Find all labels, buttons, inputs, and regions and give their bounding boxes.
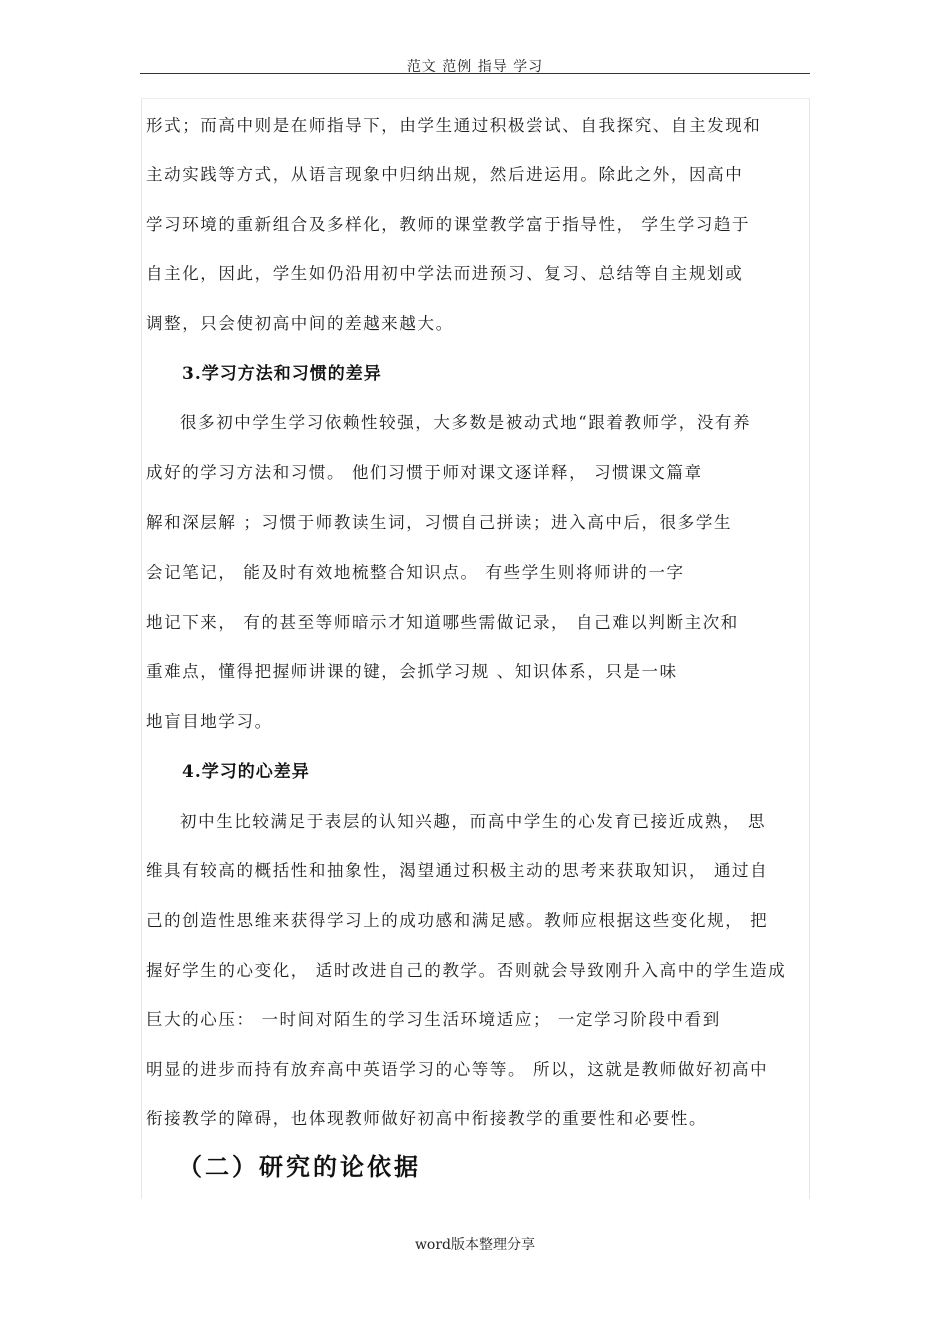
body-line: 地盲目地学习。 — [146, 712, 273, 731]
body-line: 成好的学习方法和习惯。 他们习惯于师对课文逐详释， 习惯课文篇章 — [146, 463, 703, 482]
body-line: 主动实践等方式，从语言现象中归纳出规，然后进运用。除此之外，因高中 — [146, 165, 744, 184]
body-line: 握好学生的心变化， 适时改进自己的教学。否则就会导致刚升入高中的学生造成 — [146, 961, 787, 980]
section-heading: （二）研究的论依据 — [178, 1152, 421, 1181]
body-line: 初中生比较满足于表层的认知兴趣，而高中学生的心发育已接近成熟， 思 — [180, 812, 767, 831]
body-line: 解和深层解 ；习惯于师教读生词，习惯自己拼读；进入高中后，很多学生 — [146, 513, 733, 532]
body-line: 形式；而高中则是在师指导下，由学生通过积极尝试、自我探究、自主发现和 — [146, 116, 762, 135]
subheading-learning-methods: 3.学习方法和习惯的差异 — [182, 364, 382, 384]
body-line: 地记下来， 有的甚至等师暗示才知道哪些需做记录， 自己难以判断主次和 — [146, 613, 739, 632]
body-line: 衔接教学的障碍，也体现教师做好初高中衔接教学的重要性和必要性。 — [146, 1109, 708, 1128]
body-line: 学习环境的重新组合及多样化，教师的课堂教学富于指导性， 学生学习趋于 — [146, 215, 751, 234]
body-line: 己的创造性思维来获得学习上的成功感和满足感。教师应根据这些变化规， 把 — [146, 911, 769, 930]
body-line: 自主化，因此，学生如仍沿用初中学法而进预习、复习、总结等自主规划或 — [146, 264, 744, 283]
page-footer: word版本整理分享 — [414, 1237, 536, 1253]
body-line: 巨大的心压： 一时间对陌生的学习生活环境适应； 一定学习阶段中看到 — [146, 1010, 721, 1029]
body-line: 会记笔记， 能及时有效地梳整合知识点。 有些学生则将师讲的一字 — [146, 563, 685, 582]
body-line: 很多初中学生学习依赖性较强，大多数是被动式地“跟着教师学，没有养 — [180, 413, 752, 432]
page-header: 范文 范例 指导 学习 — [406, 59, 544, 75]
body-line: 重难点，懂得把握师讲课的键，会抓学习规 、知识体系，只是一味 — [146, 662, 678, 681]
header-rule — [140, 73, 810, 74]
body-line: 调整，只会使初高中间的差越来越大。 — [146, 314, 454, 333]
subheading-psychology: 4.学习的心差异 — [182, 762, 310, 782]
body-line: 明显的进步而持有放弃高中英语学习的心等等。 所以，这就是教师做好初高中 — [146, 1060, 769, 1079]
body-line: 维具有较高的概括性和抽象性，渴望通过积极主动的思考来获取知识， 通过自 — [146, 861, 769, 880]
